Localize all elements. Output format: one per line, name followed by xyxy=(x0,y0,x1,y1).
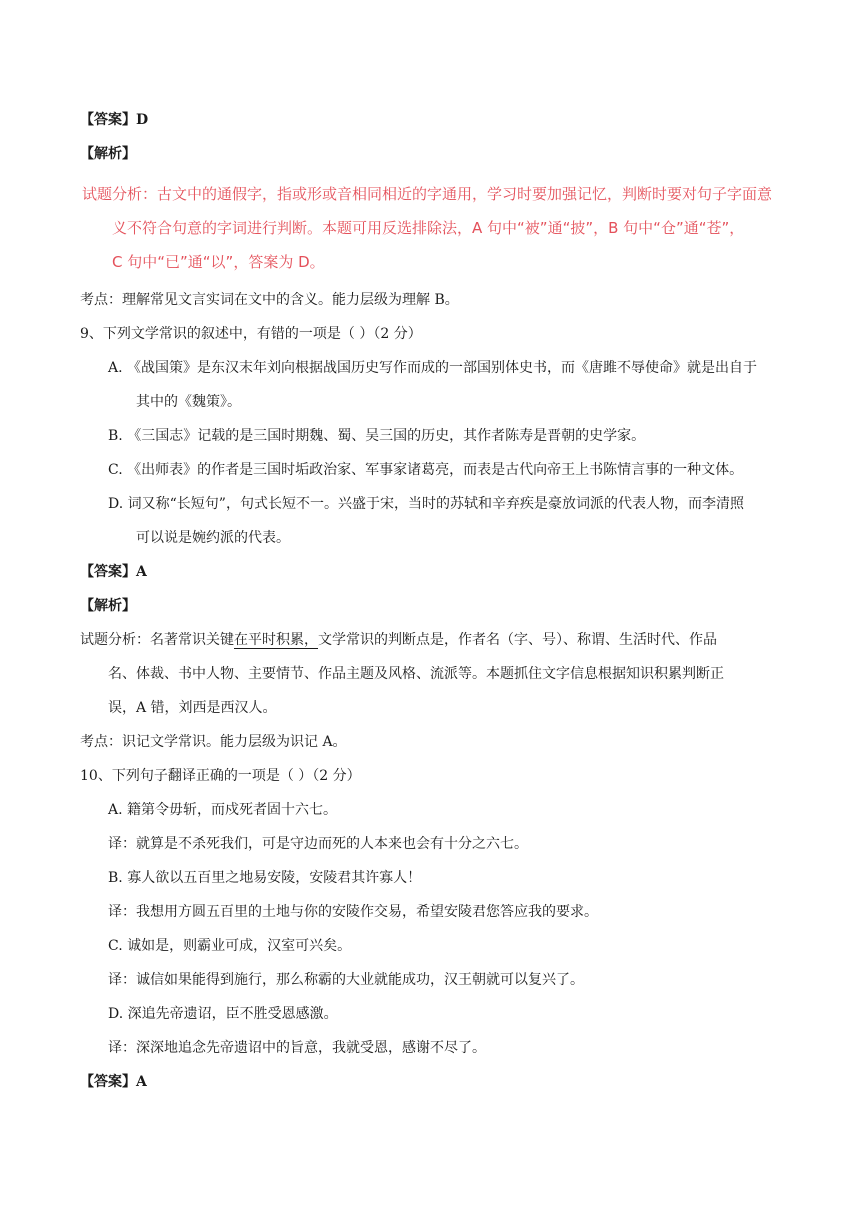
q9-analysis-prefix: 试题分析：名著常识关键 xyxy=(80,632,234,648)
q10-answer: 【答案】A xyxy=(80,1074,147,1090)
q9-analysis-line-3: 误，A 错，刘西是西汉人。 xyxy=(108,700,277,716)
q8-answer: 【答案】D xyxy=(80,112,149,128)
q9-option-c: C. 《出师表》的作者是三国时垢政治家、军事家诸葛亮，而表是古代向帝王上书陈情言事的一种文体。 xyxy=(108,462,744,478)
q9-option-b: B. 《三国志》记载的是三国时期魏、蜀、吴三国的历史，其作者陈寿是晋朝的史学家。 xyxy=(108,428,646,444)
q9-option-d: D. 词又称“长短句”，句式长短不一。兴盛于宋，当时的苏轼和辛弃疾是豪放词派的代表人物，而李清照 xyxy=(108,496,744,512)
q10-translation-a: 译：就算是不杀死我们，可是守边而死的人本来也会有十分之六七。 xyxy=(108,836,528,852)
q9-option-d-cont: 可以说是婉约派的代表。 xyxy=(136,530,290,546)
q9-analysis-line-1 xyxy=(80,630,717,650)
q10-translation-b: 译：我想用方圆五百里的土地与你的安陵作交易，希望安陵君您答应我的要求。 xyxy=(108,904,598,920)
q8-analysis-line-1: 试题分析：古文中的通假字，指或形或音相同相近的字通用，学习时要加强记忆，判断时要对句子字面意 xyxy=(82,185,773,203)
q10-option-d: D. 深追先帝遗诏，臣不胜受恩感激。 xyxy=(108,1006,338,1022)
q9-question: 9、下列文学常识的叙述中，有错的一项是（ ）（2 分） xyxy=(80,326,422,342)
q8-kaodian: 考点：理解常见文言实词在文中的含义。能力层级为理解 B。 xyxy=(80,292,459,308)
q10-option-a: A. 籍第令毋斩，而戍死者固十六七。 xyxy=(108,802,338,818)
q8-analysis-line-3: C 句中“已”通“以”，答案为 D。 xyxy=(112,253,325,271)
q10-translation-d: 译：深深地追念先帝遗诏中的旨意，我就受恩，感谢不尽了。 xyxy=(108,1040,486,1056)
q9-answer: 【答案】A xyxy=(80,564,147,580)
q10-option-b: B. 寡人欲以五百里之地易安陵，安陵君其许寡人！ xyxy=(108,870,422,886)
q9-kaodian: 考点：识记文学常识。能力层级为识记 A。 xyxy=(80,734,347,750)
q9-analysis-line-2: 名、体裁、书中人物、主要情节、作品主题及风格、流派等。本题抓住文字信息根据知识积累判断正 xyxy=(108,666,724,682)
q9-analysis-underlined: 在平时积累， xyxy=(234,632,318,648)
q8-analysis-heading: 【解析】 xyxy=(80,146,136,162)
q9-analysis-heading: 【解析】 xyxy=(80,598,136,614)
q10-translation-c: 译：诚信如果能得到施行，那么称霸的大业就能成功，汉王朝就可以复兴了。 xyxy=(108,972,584,988)
q8-analysis-line-2: 义不符合句意的字词进行判断。本题可用反选排除法，A 句中“被”通“披”，B 句中“仓”通“苍”， xyxy=(112,219,745,237)
q9-option-a-cont: 其中的《魏策》。 xyxy=(136,394,241,410)
q9-option-a: A. 《战国策》是东汉末年刘向根据战国历史写作而成的一部国别体史书，而《唐雎不辱使命》就是出自于 xyxy=(108,360,758,376)
q9-analysis-rest: 文学常识的判断点是，作者名（字、号）、称谓、生活时代、作品 xyxy=(318,632,717,648)
q10-option-c: C. 诚如是，则霸业可成，汉室可兴矣。 xyxy=(108,938,352,954)
q10-question: 10、下列句子翻译正确的一项是（ ）（2 分） xyxy=(80,768,361,784)
